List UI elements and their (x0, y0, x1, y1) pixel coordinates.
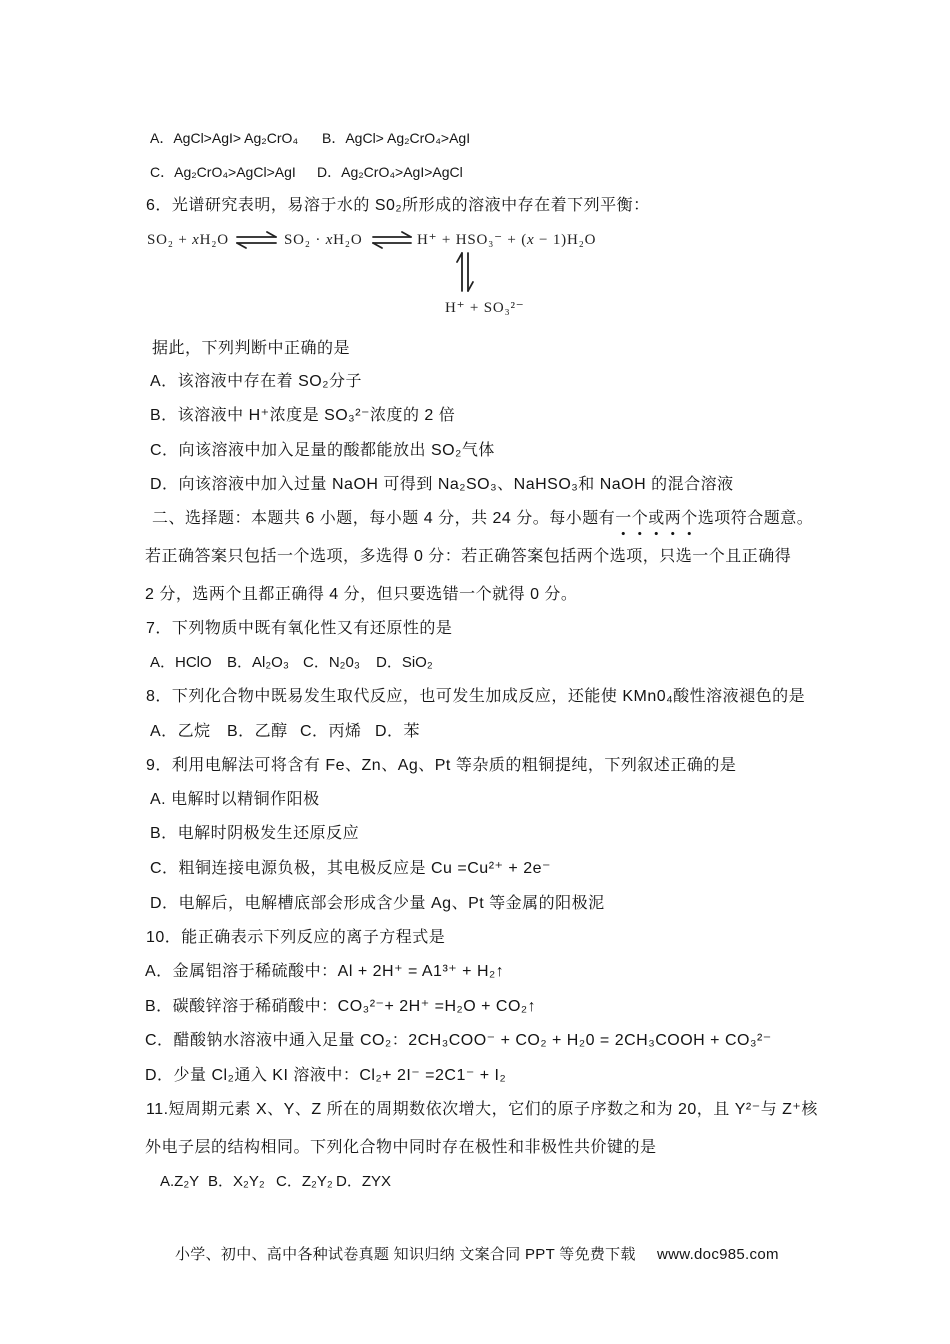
equation-variable-x: x (325, 232, 334, 248)
prev-option-c: C．Ag₂CrO₄>AgCl>AgI (150, 164, 296, 180)
q9-stem: 9．利用电解法可将含有 Fe、Zn、Ag、Pt 等杂质的粗铜提纯，下列叙述正确的是 (146, 757, 737, 774)
q6-stem: 6．光谱研究表明，易溶于水的 S0₂所形成的溶液中存在着下列平衡： (146, 197, 650, 214)
q6-option-c: C．向该溶液中加入足量的酸都能放出 SO₂气体 (150, 442, 495, 459)
q11-option-c: C．Z₂Y₂ (276, 1173, 333, 1190)
q11-option-d: D．ZYX (336, 1173, 392, 1190)
q6-option-d: D．向该溶液中加入过量 NaOH 可得到 Na₂SO₃、NaHSO₃和 NaOH 的混合溶液 (150, 476, 734, 493)
equation-products (417, 231, 596, 249)
q10-option-b: B．碳酸锌溶于稀硝酸中：CO₃²⁻+ 2H⁺ =H₂O + CO₂↑ (145, 998, 537, 1015)
q11-option-b: B．X₂Y₂ (208, 1173, 265, 1190)
prev-option-d: D．Ag₂CrO₄>AgI>AgCl (317, 164, 463, 180)
prev-option-a: A．AgCl>AgI> Ag₂CrO₄ (150, 130, 299, 146)
q8-option-b: B．乙醇 (227, 723, 288, 740)
q11-stem-line2: 外电子层的结构相同。下列化合物中同时存在极性和非极性共价键的是 (145, 1139, 657, 1156)
equilibrium-arrow-1 (237, 232, 276, 248)
q10-option-d: D．少量 Cl₂通入 KI 溶液中：Cl₂+ 2I⁻ =2C1⁻ + I₂ (145, 1067, 507, 1084)
q6-option-b: B．该溶液中 H⁺浓度是 SO₃²⁻浓度的 2 倍 (150, 407, 456, 424)
equilibrium-arrows-diagram (0, 0, 950, 340)
q7-option-c: C．N₂0₃ (303, 654, 360, 671)
equation-hydrate-pre: SO₂ · (284, 232, 326, 248)
equation-hydrate (284, 231, 362, 249)
section2-rule-line3: 2 分，选两个且都正确得 4 分，但只要选错一个就得 0 分。 (145, 586, 578, 603)
footer-text: 小学、初中、高中各种试卷真题 知识归纳 文案合同 PPT 等免费下载 (175, 1246, 636, 1263)
q10-stem: 10．能正确表示下列反应的离子方程式是 (146, 929, 446, 946)
q11-option-a: A.Z₂Y (160, 1173, 200, 1190)
equation-sulfite: H⁺ + SO₃²⁻ (445, 300, 525, 316)
q9-option-a: A. 电解时以精铜作阳极 (150, 791, 320, 808)
section2-rule-line2: 若正确答案只包括一个选项，多选得 0 分：若正确答案包括两个选项，只选一个且正确得 (145, 548, 792, 565)
q9-option-b: B．电解时阴极发生还原反应 (150, 825, 360, 842)
q7-option-d: D．SiO₂ (376, 654, 433, 671)
q10-option-c: C．醋酸钠水溶液中通入足量 CO₂：2CH₃COO⁻ + CO₂ + H₂0 = 2CH₃COOH + CO₃²⁻ (145, 1032, 772, 1049)
q6-lead: 据此，下列判断中正确的是 (152, 340, 351, 357)
q8-option-a: A．乙烷 (150, 723, 211, 740)
equation-reactants (147, 231, 229, 249)
q11-stem-line1: 11.短周期元素 X、Y、Z 所在的周期数依次增大，它们的原子序数之和为 20，且 Y²⁻与 Z⁺核 (146, 1101, 818, 1118)
q9-option-c: C．粗铜连接电源负极，其电极反应是 Cu =Cu²⁺ + 2e⁻ (150, 860, 551, 877)
equation-reactants-post: H₂O (199, 232, 229, 248)
q7-option-b: B．Al₂O₃ (227, 654, 289, 671)
footer-site: www.doc985.com (657, 1246, 779, 1263)
q7-option-a: A．HClO (150, 654, 212, 671)
section2-heading (152, 509, 813, 529)
equilibrium-arrow-vertical (457, 253, 473, 291)
section2-emphasis: 一个或两个 (615, 510, 698, 536)
q9-option-d: D．电解后，电解槽底部会形成含少量 Ag、Pt 等金属的阳极泥 (150, 895, 605, 912)
equation-reactants-pre: SO₂ + (147, 232, 193, 248)
q8-option-c: C．丙烯 (300, 723, 362, 740)
q10-option-a: A．金属铝溶于稀硫酸中：Al + 2H⁺ = A1³⁺ + H₂↑ (145, 963, 505, 980)
q6-option-a: A．该溶液中存在着 SO₂分子 (150, 373, 362, 390)
section2-heading-pre: 二、选择题：本题共 6 小题，每小题 4 分，共 24 分。每小题有 (152, 510, 616, 527)
equation-hydrate-post: H₂O (333, 232, 363, 248)
q8-option-d: D．苯 (375, 723, 421, 740)
equation-variable-x: x (527, 232, 535, 248)
equation-variable-x: x (192, 232, 200, 248)
equation-products-post: − 1)H₂O (534, 232, 597, 248)
q8-stem: 8．下列化合物中既易发生取代反应，也可发生加成反应，还能使 KMn0₄酸性溶液褪色的是 (146, 688, 806, 705)
section2-heading-post: 选项符合题意。 (697, 510, 814, 527)
q7-stem: 7．下列物质中既有氧化性又有还原性的是 (146, 620, 453, 637)
prev-option-b: B．AgCl> Ag₂CrO₄>AgI (322, 130, 471, 146)
equilibrium-arrow-2 (373, 232, 411, 248)
equation-products-pre: H⁺ + HSO₃⁻ + ( (417, 232, 528, 248)
